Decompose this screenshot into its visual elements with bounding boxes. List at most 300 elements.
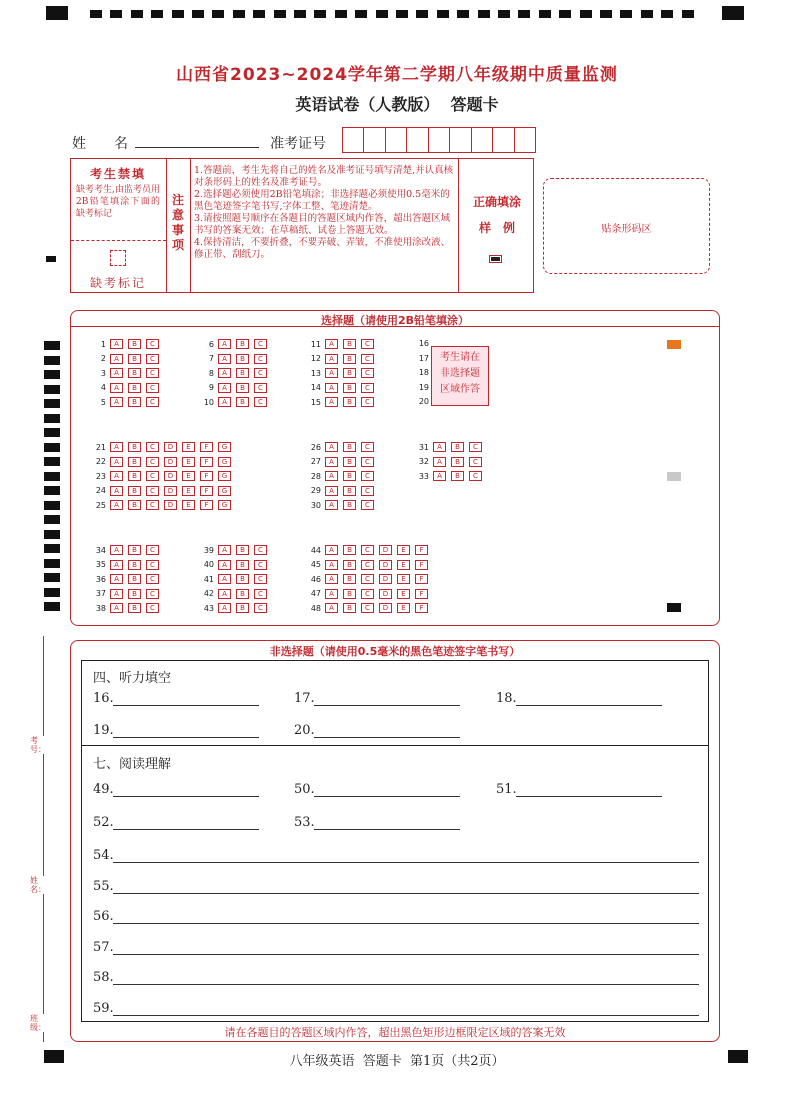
notes-title: 注意事项 xyxy=(172,193,185,252)
answer-bubble[interactable]: A xyxy=(325,500,338,510)
question-row xyxy=(303,545,433,557)
answer-bubble[interactable]: A xyxy=(110,339,123,349)
question-row xyxy=(303,354,379,366)
answer-bubble[interactable]: E xyxy=(397,545,410,555)
question-row xyxy=(88,397,164,409)
answer-bubble[interactable]: B xyxy=(128,368,141,378)
answer-bubble[interactable]: A xyxy=(218,545,231,555)
answer-bubble[interactable]: B xyxy=(128,574,141,584)
answer-bubble[interactable]: C xyxy=(254,397,267,407)
answer-bubble[interactable]: B xyxy=(451,471,464,481)
question-number: 36 xyxy=(95,574,106,584)
answer-bubble[interactable]: A xyxy=(110,560,123,570)
answer-bubble[interactable]: B xyxy=(236,589,249,599)
question-row xyxy=(303,560,433,572)
answer-number: 54. xyxy=(93,848,114,863)
answer-bubble[interactable]: C xyxy=(469,442,482,452)
answer-bubble[interactable]: B xyxy=(343,368,356,378)
question-row xyxy=(196,603,272,615)
answer-bubble[interactable]: B xyxy=(128,354,141,364)
answer-bubble[interactable]: E xyxy=(397,560,410,570)
answer-bubble[interactable]: A xyxy=(325,471,338,481)
answer-bubble[interactable]: C xyxy=(361,383,374,393)
answer-bubble[interactable]: C xyxy=(254,545,267,555)
question-number: 31 xyxy=(418,442,429,452)
answer-bubble[interactable]: D xyxy=(379,545,392,555)
answer-bubble[interactable]: B xyxy=(236,603,249,613)
answer-bubble[interactable]: F xyxy=(200,486,213,496)
question-number: 20 xyxy=(418,397,429,407)
corner-mark-top-right xyxy=(722,6,744,20)
answer-bubble[interactable]: A xyxy=(218,574,231,584)
note-4: 4.保持清洁，不要折叠，不要弄破、弄皱，不准使用涂改液、修正带、刮纸刀。 xyxy=(194,237,451,260)
answer-bubble[interactable]: C xyxy=(361,442,374,452)
answer-bubble[interactable]: C xyxy=(146,397,159,407)
answer-bubble[interactable]: G xyxy=(218,486,231,496)
answer-number: 53. xyxy=(294,815,315,830)
answer-bubble[interactable]: B xyxy=(451,457,464,467)
answer-number: 55. xyxy=(93,878,114,894)
question-row xyxy=(88,339,164,351)
black-marker xyxy=(667,603,681,612)
answer-number: 56. xyxy=(93,909,114,924)
question-number: 14 xyxy=(310,383,321,393)
answer-bubble[interactable]: B xyxy=(128,603,141,613)
answer-bubble[interactable]: G xyxy=(218,500,231,510)
top-timing-mark xyxy=(151,10,163,18)
question-number: 16 xyxy=(418,339,429,348)
question-number: 30 xyxy=(310,500,321,510)
answer-frame xyxy=(81,660,709,1022)
answer-bubble[interactable]: B xyxy=(128,500,141,510)
answer-bubble[interactable]: C xyxy=(146,442,159,452)
question-row xyxy=(88,500,236,512)
answer-bubble[interactable]: B xyxy=(236,397,249,407)
question-number: 44 xyxy=(310,545,321,555)
answer-bubble[interactable]: C xyxy=(254,603,267,613)
question-number: 39 xyxy=(203,545,214,555)
answer-bubble[interactable]: E xyxy=(397,574,410,584)
answer-bubble[interactable]: C xyxy=(361,589,374,599)
answer-bubble[interactable]: B xyxy=(128,442,141,452)
question-number: 19 xyxy=(418,382,429,392)
question-number: 43 xyxy=(203,603,214,613)
question-row xyxy=(88,354,164,366)
answer-bubble[interactable]: B xyxy=(128,589,141,599)
question-row xyxy=(196,545,272,557)
answer-bubble[interactable]: B xyxy=(343,500,356,510)
answer-bubble[interactable]: F xyxy=(415,603,428,613)
left-timing-mark xyxy=(44,515,60,524)
question-row xyxy=(411,368,433,380)
answer-bubble[interactable]: C xyxy=(146,500,159,510)
answer-bubble[interactable]: B xyxy=(128,397,141,407)
answer-bubble[interactable]: B xyxy=(236,339,249,349)
answer-line[interactable] xyxy=(113,971,699,985)
left-timing-mark xyxy=(44,602,60,611)
answer-bubble[interactable]: A xyxy=(218,560,231,570)
sample-filled-bubble xyxy=(489,255,502,263)
answer-number: 51. xyxy=(496,782,517,797)
answer-line[interactable] xyxy=(113,816,259,830)
sample-sub: 样 例 xyxy=(478,221,515,235)
answer-line[interactable] xyxy=(113,1002,699,1016)
answer-bubble[interactable]: E xyxy=(182,442,195,452)
answer-bubble[interactable]: B xyxy=(128,560,141,570)
answer-bubble[interactable]: F xyxy=(200,442,213,452)
answer-bubble[interactable]: C xyxy=(361,603,374,613)
answer-bubble[interactable]: A xyxy=(325,397,338,407)
answer-bubble[interactable]: A xyxy=(110,442,123,452)
left-timing-mark xyxy=(44,472,60,481)
answer-line[interactable] xyxy=(113,941,699,955)
top-timing-mark xyxy=(172,10,184,18)
answer-bubble[interactable]: C xyxy=(361,471,374,481)
question-number: 18 xyxy=(418,368,429,378)
answer-bubble[interactable]: B xyxy=(343,603,356,613)
answer-bubble[interactable]: A xyxy=(110,397,123,407)
answer-bubble[interactable]: A xyxy=(433,457,446,467)
answer-line[interactable] xyxy=(113,910,699,924)
answer-bubble[interactable]: A xyxy=(110,471,123,481)
answer-bubble[interactable]: C xyxy=(146,339,159,349)
top-timing-mark xyxy=(641,10,653,18)
question-row xyxy=(196,339,272,351)
question-number: 5 xyxy=(100,397,106,407)
answer-bubble[interactable]: F xyxy=(415,589,428,599)
answer-bubble[interactable]: B xyxy=(343,589,356,599)
answer-bubble[interactable]: C xyxy=(146,603,159,613)
answer-bubble[interactable]: A xyxy=(218,354,231,364)
question-number: 32 xyxy=(418,457,429,467)
answer-line[interactable] xyxy=(113,783,259,797)
answer-bubble[interactable]: B xyxy=(343,471,356,481)
question-row xyxy=(303,339,379,351)
answer-bubble[interactable]: A xyxy=(433,471,446,481)
top-timing-mark xyxy=(314,10,326,18)
answer-bubble[interactable]: A xyxy=(325,603,338,613)
answer-number: 18. xyxy=(496,691,517,706)
answer-bubble[interactable]: B xyxy=(343,354,356,364)
top-timing-mark xyxy=(274,10,286,18)
question-number: 4 xyxy=(100,383,106,393)
answer-bubble[interactable]: A xyxy=(110,545,123,555)
left-timing-mark xyxy=(44,443,60,452)
answer-bubble[interactable]: E xyxy=(182,457,195,467)
exam-title: 山西省2023~2024学年第二学期八年级期中质量监测 xyxy=(176,65,618,85)
answer-bubble[interactable]: F xyxy=(415,545,428,555)
answer-bubble[interactable]: B xyxy=(128,383,141,393)
answer-bubble[interactable]: B xyxy=(128,471,141,481)
answer-bubble[interactable]: B xyxy=(128,339,141,349)
answer-line[interactable] xyxy=(113,692,259,706)
answer-bubble[interactable]: C xyxy=(146,560,159,570)
question-number: 12 xyxy=(310,354,321,364)
answer-bubble[interactable]: A xyxy=(218,383,231,393)
top-timing-mark xyxy=(335,10,347,18)
left-timing-mark xyxy=(44,356,60,365)
answer-bubble[interactable]: A xyxy=(218,603,231,613)
answer-bubble[interactable]: C xyxy=(469,457,482,467)
absent-label: 缺考标记 xyxy=(89,276,146,290)
answer-bubble[interactable]: D xyxy=(164,500,177,510)
question-row xyxy=(88,471,236,483)
answer-bubble[interactable]: A xyxy=(110,500,123,510)
top-timing-mark xyxy=(294,10,306,18)
question-row xyxy=(88,486,236,498)
top-timing-mark xyxy=(355,10,367,18)
answer-bubble[interactable]: A xyxy=(110,457,123,467)
question-number: 29 xyxy=(310,486,321,496)
no-choice-note: 考生请在非选择题区域作答 xyxy=(431,346,489,406)
answer-bubble[interactable]: A xyxy=(325,457,338,467)
question-number: 46 xyxy=(310,574,321,584)
answer-bubble[interactable]: B xyxy=(451,442,464,452)
question-number: 38 xyxy=(95,603,106,613)
answer-bubble[interactable]: D xyxy=(164,457,177,467)
answer-number: 52. xyxy=(93,815,114,830)
answer-bubble[interactable]: C xyxy=(361,457,374,467)
question-row xyxy=(196,383,272,395)
top-timing-mark xyxy=(90,10,102,18)
answer-bubble[interactable]: C xyxy=(254,589,267,599)
answer-line[interactable] xyxy=(516,692,662,706)
card-subtitle: 英语试卷（人教版） 答题卡 xyxy=(295,95,499,114)
answer-bubble[interactable]: A xyxy=(325,368,338,378)
question-number: 21 xyxy=(95,442,106,452)
answer-bubble[interactable]: A xyxy=(110,589,123,599)
answer-bubble[interactable]: C xyxy=(361,486,374,496)
answer-bubble[interactable]: C xyxy=(146,383,159,393)
answer-bubble[interactable]: F xyxy=(200,457,213,467)
answer-bubble[interactable]: B xyxy=(343,397,356,407)
answer-bubble[interactable]: C xyxy=(361,339,374,349)
answer-bubble[interactable]: F xyxy=(200,500,213,510)
answer-line[interactable] xyxy=(314,816,460,830)
bottom-note: 请在各题目的答题区域内作答，超出黑色矩形边框限定区域的答案无效 xyxy=(224,1026,566,1039)
question-row xyxy=(303,486,379,498)
question-number: 41 xyxy=(203,574,214,584)
question-number: 24 xyxy=(95,486,106,496)
question-number: 10 xyxy=(203,397,214,407)
part4-title: 四、听力填空 xyxy=(93,671,172,686)
top-timing-mark xyxy=(682,10,694,18)
question-number: 47 xyxy=(310,589,321,599)
answer-bubble[interactable]: C xyxy=(146,471,159,481)
answer-bubble[interactable]: B xyxy=(128,486,141,496)
answer-bubble[interactable]: A xyxy=(325,442,338,452)
question-number: 34 xyxy=(95,545,106,555)
answer-line[interactable] xyxy=(113,849,699,863)
answer-bubble[interactable]: D xyxy=(164,471,177,481)
answer-bubble[interactable]: G xyxy=(218,442,231,452)
answer-bubble[interactable]: C xyxy=(146,368,159,378)
answer-bubble[interactable]: B xyxy=(343,457,356,467)
answer-line[interactable] xyxy=(314,783,460,797)
question-number: 35 xyxy=(95,560,106,570)
answer-bubble[interactable]: F xyxy=(415,574,428,584)
answer-bubble[interactable]: A xyxy=(325,486,338,496)
top-timing-mark xyxy=(131,10,143,18)
answer-bubble[interactable]: A xyxy=(218,589,231,599)
answer-bubble[interactable]: D xyxy=(164,486,177,496)
question-row xyxy=(196,397,272,409)
question-number: 2 xyxy=(100,354,106,364)
answer-line[interactable] xyxy=(314,724,460,738)
answer-bubble[interactable]: C xyxy=(254,383,267,393)
question-row xyxy=(303,500,379,512)
answer-bubble[interactable]: A xyxy=(325,589,338,599)
answer-bubble[interactable]: E xyxy=(182,500,195,510)
left-timing-mark xyxy=(44,341,60,350)
answer-line[interactable] xyxy=(314,692,460,706)
top-timing-mark xyxy=(376,10,388,18)
left-timing-mark xyxy=(44,399,60,408)
answer-bubble[interactable]: C xyxy=(146,574,159,584)
answer-bubble[interactable]: B xyxy=(128,457,141,467)
answer-bubble[interactable]: G xyxy=(218,457,231,467)
side-label-class: 班级： xyxy=(30,1014,46,1032)
question-row xyxy=(303,589,433,601)
question-number: 8 xyxy=(208,368,214,378)
absent-mark-box[interactable] xyxy=(110,250,126,266)
answer-bubble[interactable]: C xyxy=(361,574,374,584)
answer-bubble[interactable]: A xyxy=(433,442,446,452)
name-field[interactable] xyxy=(135,134,259,148)
answer-bubble[interactable]: A xyxy=(110,354,123,364)
answer-bubble[interactable]: C xyxy=(254,339,267,349)
answer-bubble[interactable]: C xyxy=(254,368,267,378)
question-number: 9 xyxy=(208,383,214,393)
answer-bubble[interactable]: F xyxy=(415,560,428,570)
answer-bubble[interactable]: D xyxy=(379,560,392,570)
answer-bubble[interactable]: E xyxy=(182,486,195,496)
question-number: 33 xyxy=(418,471,429,481)
answer-bubble[interactable]: B xyxy=(343,383,356,393)
top-timing-mark xyxy=(416,10,428,18)
answer-bubble[interactable]: B xyxy=(343,574,356,584)
answer-bubble[interactable]: A xyxy=(218,397,231,407)
answer-bubble[interactable]: C xyxy=(254,354,267,364)
answer-bubble[interactable]: C xyxy=(361,545,374,555)
answer-bubble[interactable]: C xyxy=(146,545,159,555)
answer-bubble[interactable]: E xyxy=(397,603,410,613)
left-timing-mark xyxy=(44,428,60,437)
question-row xyxy=(303,471,379,483)
left-timing-mark xyxy=(44,559,60,568)
answer-bubble[interactable]: B xyxy=(236,354,249,364)
answer-bubble[interactable]: C xyxy=(146,457,159,467)
top-timing-mark xyxy=(253,10,265,18)
answer-bubble[interactable]: C xyxy=(469,471,482,481)
question-row xyxy=(88,574,164,586)
answer-bubble[interactable]: A xyxy=(325,545,338,555)
answer-bubble[interactable]: B xyxy=(343,442,356,452)
answer-bubble[interactable]: F xyxy=(200,471,213,481)
answer-bubble[interactable]: D xyxy=(379,574,392,584)
answer-bubble[interactable]: B xyxy=(236,368,249,378)
answer-bubble[interactable]: B xyxy=(236,383,249,393)
answer-number: 17. xyxy=(294,691,315,706)
answer-number: 57. xyxy=(93,939,114,955)
answer-number: 49. xyxy=(93,782,114,797)
question-number: 11 xyxy=(310,339,321,349)
top-timing-mark xyxy=(110,10,122,18)
answer-bubble[interactable]: G xyxy=(218,471,231,481)
question-row xyxy=(303,442,379,454)
answer-bubble[interactable]: C xyxy=(361,397,374,407)
question-number: 25 xyxy=(95,500,106,510)
ticket-label: 准考证号 xyxy=(270,136,326,152)
ticket-number-boxes[interactable] xyxy=(342,127,536,153)
answer-bubble[interactable]: A xyxy=(110,574,123,584)
answer-bubble[interactable]: A xyxy=(325,574,338,584)
answer-bubble[interactable]: A xyxy=(325,339,338,349)
answer-bubble[interactable]: C xyxy=(361,500,374,510)
question-row xyxy=(411,457,487,469)
answer-bubble[interactable]: A xyxy=(218,339,231,349)
answer-bubble[interactable]: C xyxy=(361,354,374,364)
top-timing-mark xyxy=(498,10,510,18)
answer-bubble[interactable]: B xyxy=(236,574,249,584)
answer-bubble[interactable]: A xyxy=(110,383,123,393)
answer-bubble[interactable]: B xyxy=(343,339,356,349)
answer-bubble[interactable]: C xyxy=(254,560,267,570)
answer-bubble[interactable]: C xyxy=(361,560,374,570)
top-timing-mark xyxy=(457,10,469,18)
note-3: 3.请按照题号顺序在各题目的答题区域内作答，超出答题区域书写的答案无效；在草稿纸、试卷上答题无效。 xyxy=(194,213,451,236)
answer-bubble[interactable]: D xyxy=(379,603,392,613)
answer-bubble[interactable]: A xyxy=(325,383,338,393)
top-timing-mark xyxy=(539,10,551,18)
answer-bubble[interactable]: A xyxy=(110,368,123,378)
question-number: 23 xyxy=(95,471,106,481)
left-side-mark xyxy=(46,256,56,262)
answer-bubble[interactable]: B xyxy=(236,545,249,555)
footer-text: 八年级英语 答题卡 第1页（共2页） xyxy=(289,1054,505,1069)
left-timing-mark xyxy=(44,486,60,495)
answer-bubble[interactable]: A xyxy=(110,486,123,496)
notes-list xyxy=(194,165,454,261)
answer-bubble[interactable]: D xyxy=(379,589,392,599)
question-row xyxy=(88,603,164,615)
answer-bubble[interactable]: B xyxy=(128,545,141,555)
left-timing-mark xyxy=(44,588,60,597)
answer-bubble[interactable]: A xyxy=(110,603,123,613)
answer-number: 59. xyxy=(93,1000,114,1016)
question-row xyxy=(303,574,433,586)
answer-bubble[interactable]: A xyxy=(325,560,338,570)
answer-line[interactable] xyxy=(516,783,662,797)
answer-bubble[interactable]: C xyxy=(254,574,267,584)
answer-line[interactable] xyxy=(113,880,699,894)
answer-bubble[interactable]: C xyxy=(361,368,374,378)
answer-bubble[interactable]: E xyxy=(397,589,410,599)
answer-bubble[interactable]: B xyxy=(343,560,356,570)
question-row xyxy=(88,442,236,454)
answer-bubble[interactable]: A xyxy=(325,354,338,364)
answer-bubble[interactable]: B xyxy=(343,486,356,496)
answer-line[interactable] xyxy=(113,724,259,738)
answer-bubble[interactable]: B xyxy=(343,545,356,555)
answer-bubble[interactable]: B xyxy=(236,560,249,570)
answer-bubble[interactable]: C xyxy=(146,486,159,496)
answer-bubble[interactable]: E xyxy=(182,471,195,481)
answer-bubble[interactable]: C xyxy=(146,354,159,364)
answer-bubble[interactable]: A xyxy=(218,368,231,378)
answer-bubble[interactable]: C xyxy=(146,589,159,599)
answer-bubble[interactable]: D xyxy=(164,442,177,452)
